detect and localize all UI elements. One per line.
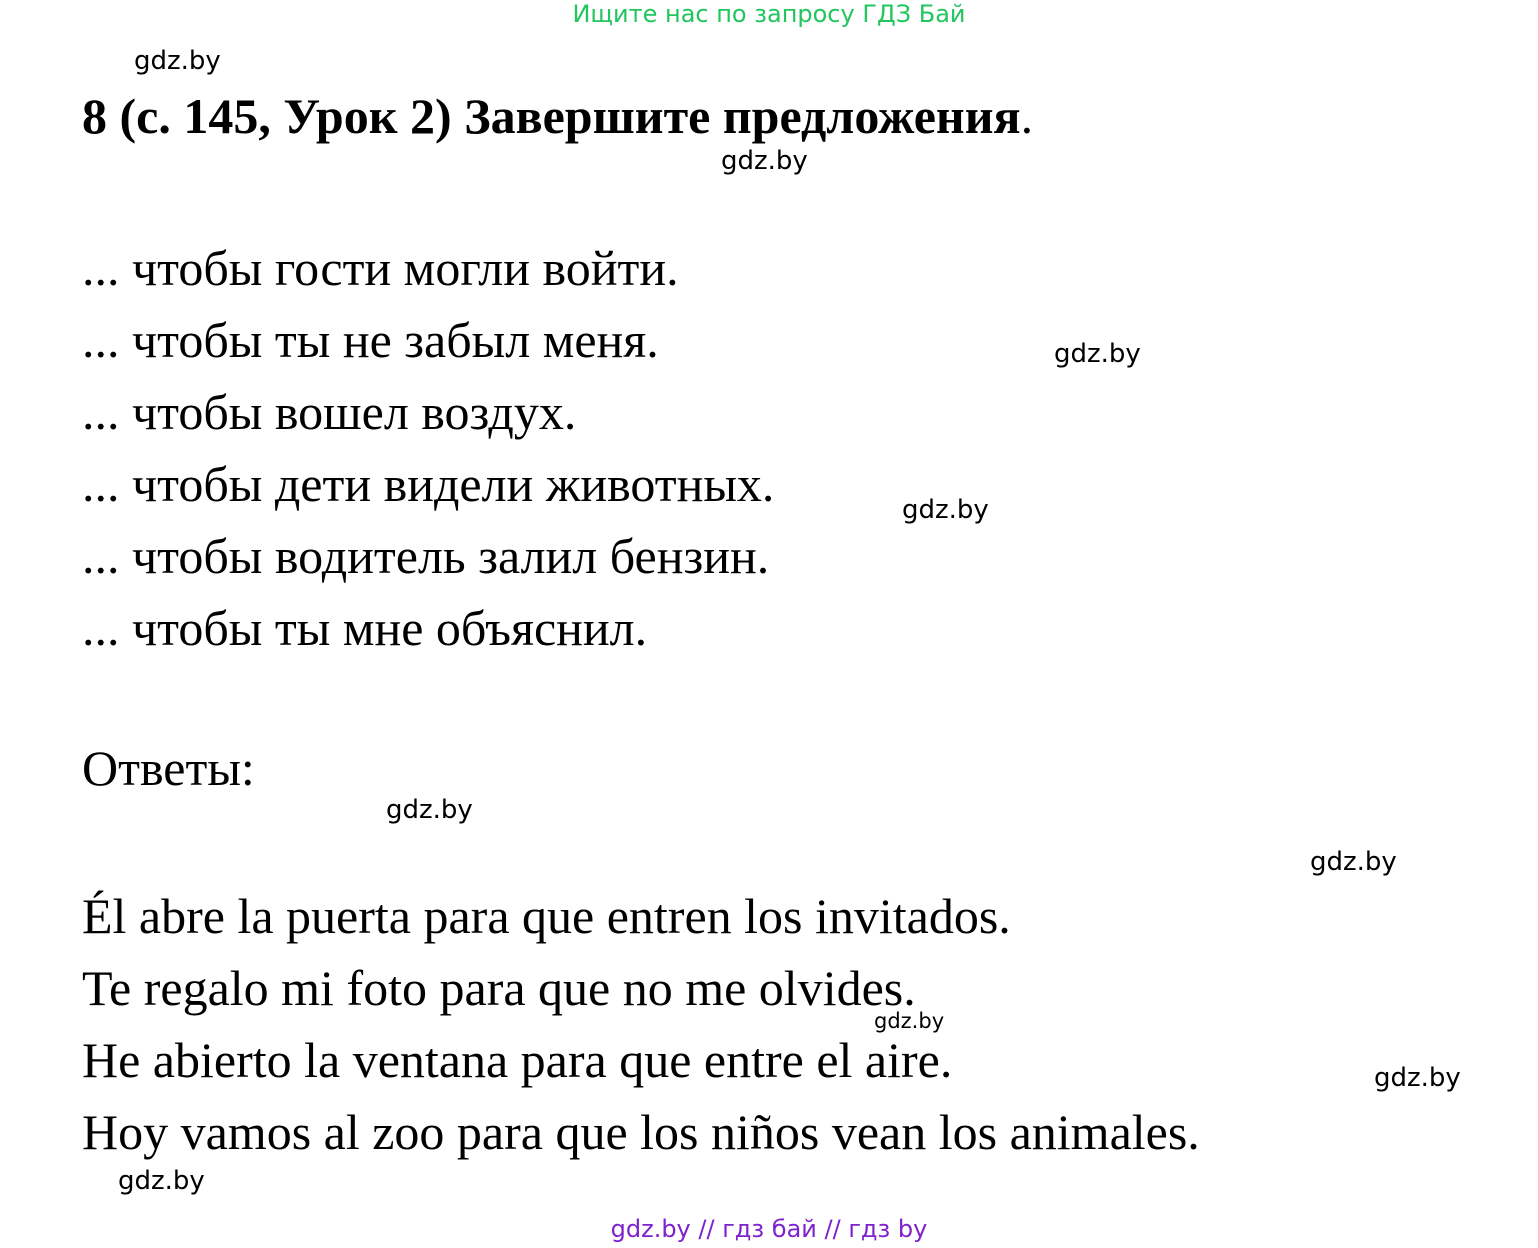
watermark: gdz.by <box>1374 1063 1461 1093</box>
task-sentence: ... чтобы водитель залил бензин. <box>82 528 770 584</box>
task-sentence: ... чтобы гости могли войти. <box>82 240 679 296</box>
task-sentence: ... чтобы ты мне объяснил. <box>82 600 648 656</box>
watermark: gdz.by <box>134 46 221 76</box>
watermark: gdz.by <box>1310 847 1397 877</box>
watermark: gdz.by <box>386 795 473 825</box>
watermark: gdz.by <box>118 1166 205 1196</box>
answers-label: Ответы: <box>82 740 255 796</box>
task-sentence: ... чтобы дети видели животных. <box>82 456 775 512</box>
answer-sentence: Te regalo mi foto para que no me olvides. <box>82 960 916 1016</box>
top-banner[interactable]: Ищите нас по запросу ГДЗ Бай <box>572 0 966 28</box>
watermark: gdz.by <box>721 146 808 176</box>
exercise-heading <box>82 86 1033 146</box>
task-sentence: ... чтобы ты не забыл меня. <box>82 312 659 368</box>
answer-sentence-list <box>82 880 1200 1168</box>
task-sentence: ... чтобы вошел воздух. <box>82 384 577 440</box>
exercise-title-period: . <box>1020 88 1034 144</box>
answer-sentence: Hoy vamos al zoo para que los niños vean los animales. <box>82 1104 1200 1160</box>
answer-sentence: He abierto la ventana para que entre el aire. <box>82 1032 953 1088</box>
watermark: gdz.by <box>1054 339 1141 369</box>
task-sentence-list <box>82 232 774 664</box>
watermark: gdz.by <box>902 495 989 525</box>
exercise-title: 8 (с. 145, Урок 2) Завершите предложения <box>82 88 1021 144</box>
footer-links[interactable]: gdz.by // гдз бай // гдз by <box>610 1215 928 1243</box>
watermark: gdz.by <box>874 1009 945 1033</box>
answer-sentence: Él abre la puerta para que entren los invitados. <box>82 888 1011 944</box>
